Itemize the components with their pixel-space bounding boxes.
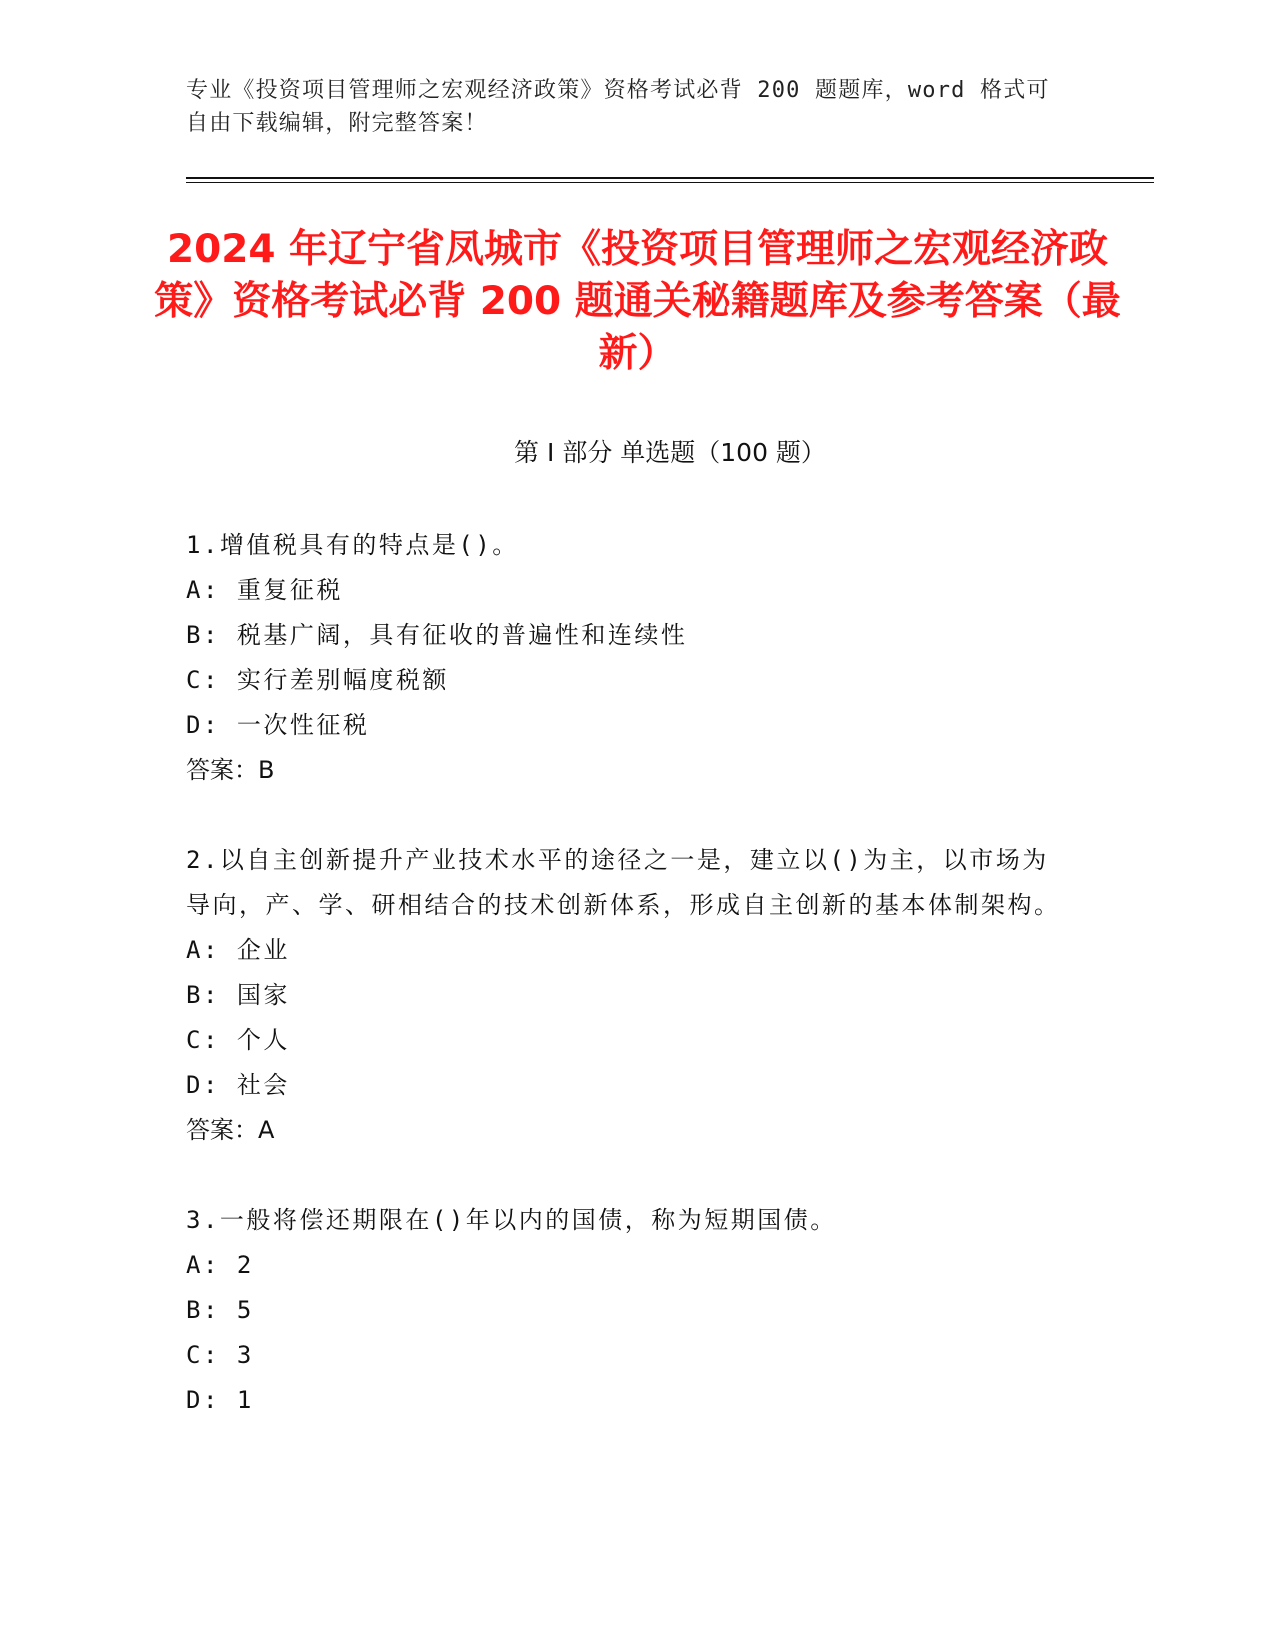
question-stem: 3.一般将偿还期限在()年以内的国债，称为短期国债。	[186, 1206, 837, 1234]
question-3	[186, 1198, 1066, 1423]
question-stem: 2.以自主创新提升产业技术水平的途径之一是，建立以()为主，以市场为导向，产、学、研相结合的技术创新体系，形成自主创新的基本体制架构。	[186, 846, 1061, 919]
option-d: D: 一次性征税	[186, 711, 370, 739]
header-note: 专业《投资项目管理师之宏观经济政策》资格考试必背 200 题题库，word 格式可自由下载编辑，附完整答案！	[186, 78, 1050, 136]
header-divider-thick	[186, 177, 1154, 179]
option-c: C: 个人	[186, 1026, 290, 1054]
option-d: D: 1	[186, 1386, 254, 1414]
question-2	[186, 838, 1066, 1153]
answer: 答案：A	[186, 1116, 275, 1144]
option-c: C: 实行差别幅度税额	[186, 666, 449, 694]
option-a: A: 重复征税	[186, 576, 343, 604]
option-b: B: 5	[186, 1296, 254, 1324]
main-title: 2024 年辽宁省凤城市《投资项目管理师之宏观经济政策》资格考试必背 200 题通关秘籍题库及参考答案（最新）	[154, 227, 1121, 376]
option-b: B: 税基广阔，具有征收的普遍性和连续性	[186, 621, 688, 649]
question-1	[186, 523, 1066, 793]
option-d: D: 社会	[186, 1071, 290, 1099]
option-a: A: 2	[186, 1251, 254, 1279]
option-b: B: 国家	[186, 981, 290, 1009]
question-list	[186, 523, 1066, 1468]
question-stem: 1.增值税具有的特点是()。	[186, 531, 519, 559]
section-title: 第 I 部分 单选题（100 题）	[514, 438, 826, 467]
option-c: C: 3	[186, 1341, 254, 1369]
header-divider-thin	[186, 182, 1154, 183]
answer: 答案：B	[186, 756, 275, 784]
option-a: A: 企业	[186, 936, 290, 964]
